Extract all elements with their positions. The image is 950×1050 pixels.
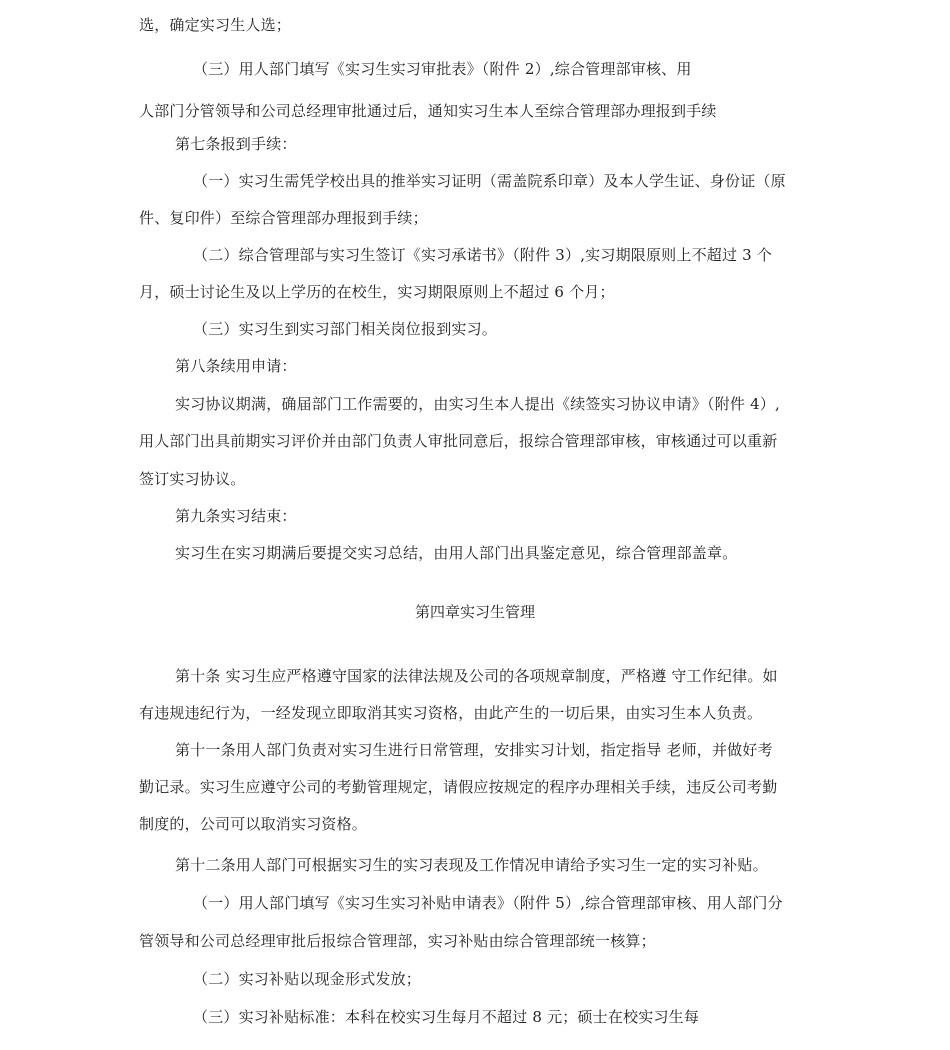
text-line: 签订实习协议。 xyxy=(139,470,246,488)
text-line: （一）实习生需凭学校出具的推举实习证明（需盖院系印章）及本人学生证、身份证（原 xyxy=(193,172,786,190)
text-line: 勤记录。实习生应遵守公司的考勤管理规定，请假应按规定的程序办理相关手续，违反公司考勤 xyxy=(139,778,778,796)
text-line: 用人部门出具前期实习评价并由部门负责人审批同意后，报综合管理部审核，审核通过可以重新 xyxy=(139,432,778,450)
chapter-title: 第四章实习生管理 xyxy=(414,603,535,621)
text-line: （一）用人部门填写《实习生实习补贴申请表》（附件 5）,综合管理部审核、用人部门分 xyxy=(193,894,783,912)
text-line: （三）实习补贴标准：本科在校实习生每月不超过 8 元；硕士在校实习生每 xyxy=(193,1008,700,1026)
section-heading: 第七条报到手续： xyxy=(175,135,297,153)
text-line: 制度的，公司可以取消实习资格。 xyxy=(139,815,368,833)
text-line: （三）用人部门填写《实习生实习审批表》（附件 2）,综合管理部审核、用 xyxy=(193,60,692,78)
text-line: 第十二条用人部门可根据实习生的实习表现及工作情况申请给予实习生一定的实习补贴。 xyxy=(175,856,768,874)
text-line: 实习协议期满，确届部门工作需要的，由实习生本人提出《续签实习协议申请》（附件 4）, xyxy=(175,395,780,413)
text-line: 人部门分管领导和公司总经理审批通过后，通知实习生本人至综合管理部办理报到手续 xyxy=(139,102,717,120)
section-heading: 第九条实习结束： xyxy=(175,507,297,525)
text-line: 第十条 实习生应严格遵守国家的法律法规及公司的各项规章制度，严格遵 守工作纪律。如 xyxy=(175,667,778,685)
text-line: 选，确定实习生人选； xyxy=(139,16,292,34)
section-heading: 第八条续用申请： xyxy=(175,357,297,375)
text-line: 月，硕士讨论生及以上学历的在校生，实习期限原则上不超过 6 个月； xyxy=(139,283,615,301)
text-line: 第十一条用人部门负责对实习生进行日常管理，安排实习计划，指定指导 老师，并做好考 xyxy=(175,741,773,759)
text-line: 管领导和公司总经理审批后报综合管理部，实习补贴由综合管理部统一核算； xyxy=(139,932,656,950)
text-line: （二）实习补贴以现金形式发放； xyxy=(193,970,422,988)
text-line: 件、复印件）至综合管理部办理报到手续； xyxy=(139,209,428,227)
text-line: 实习生在实习期满后要提交实习总结，由用人部门出具鉴定意见，综合管理部盖章。 xyxy=(175,544,738,562)
text-line: （三）实习生到实习部门相关岗位报到实习。 xyxy=(193,320,498,338)
text-line: （二）综合管理部与实习生签订《实习承诺书》（附件 3）,实习期限原则上不超过 3 个 xyxy=(193,246,773,264)
text-line: 有违规违纪行为，一经发现立即取消其实习资格，由此产生的一切后果，由实习生本人负责。 xyxy=(139,704,763,722)
